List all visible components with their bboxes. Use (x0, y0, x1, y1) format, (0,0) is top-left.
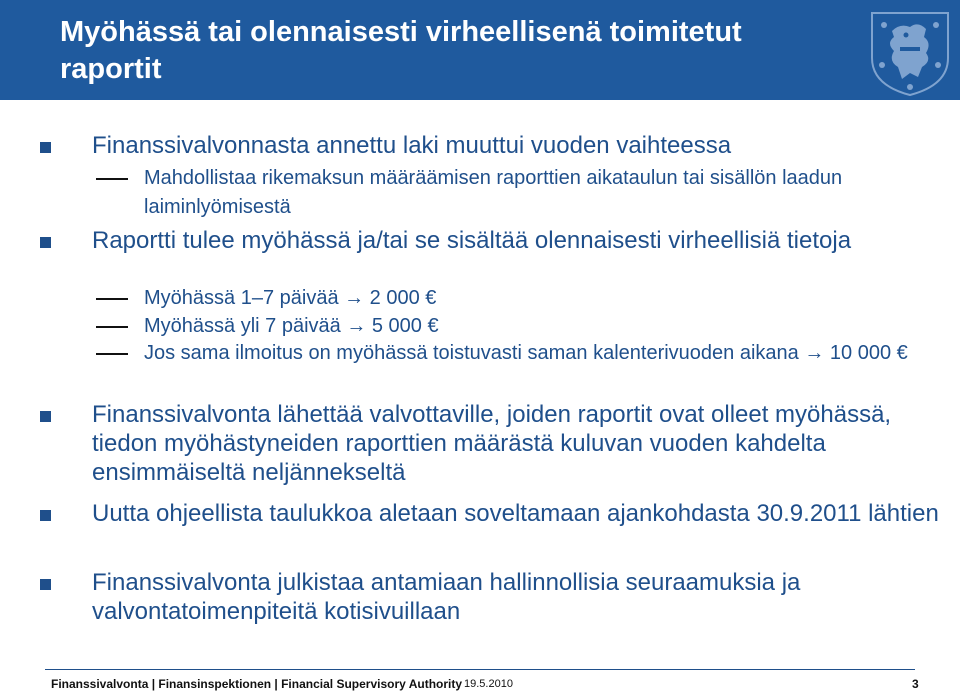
dash-bullet-icon (96, 298, 128, 300)
square-bullet-icon (40, 237, 51, 248)
bullet-text: Raportti tulee myöhässä ja/tai se sisältää olennaisesti virheellisiä tietoja (92, 227, 852, 254)
footer-date: 19.5.2010 (464, 678, 513, 690)
sub-bullet-text: Myöhässä yli 7 päivää → 5 000 € (144, 315, 439, 337)
sub-bullet-item (144, 164, 944, 222)
bullet-item (92, 568, 942, 626)
square-bullet-icon (40, 579, 51, 590)
bullet-item (92, 131, 942, 160)
sub-bullet-text: Myöhässä 1–7 päivää → 2 000 € (144, 287, 437, 309)
dash-bullet-icon (96, 326, 128, 328)
bullet-text: Uutta ohjeellista taulukkoa aletaan soveltamaan ajankohdasta 30.9.2011 lähtien (92, 500, 939, 527)
dash-bullet-icon (96, 353, 128, 355)
bullet-text: Finanssivalvonnasta annettu laki muuttui vuoden vaihteessa (92, 132, 732, 159)
square-bullet-icon (40, 142, 51, 153)
slide-title: Myöhässä tai olennaisesti virheellisenä toimitetut raportit (60, 16, 742, 85)
footer-organization: Finanssivalvonta | Finansinspektionen | Financial Supervisory Authority (51, 677, 463, 691)
square-bullet-icon (40, 411, 51, 422)
page-number: 3 (912, 677, 919, 691)
square-bullet-icon (40, 510, 51, 521)
sub-bullet-item (144, 312, 944, 341)
sub-bullet-item (144, 284, 944, 313)
lion-crest-icon (862, 3, 958, 99)
bullet-item (92, 400, 942, 487)
sub-bullet-text: Mahdollistaa rikemaksun määräämisen raporttien aikataulun tai sisällön laadun laiminlyömisestä (144, 167, 843, 218)
bullet-item (92, 499, 942, 528)
bullet-item (92, 226, 942, 255)
sub-bullet-text: Jos sama ilmoitus on myöhässä toistuvasti saman kalenterivuoden aikana → 10 000 € (144, 342, 908, 364)
title-bar (0, 0, 960, 100)
bullet-text: Finanssivalvonta julkistaa antamiaan hallinnollisia seuraamuksia ja valvontatoimenpiteitä kotisivuillaan (92, 569, 801, 625)
footer-divider (45, 669, 915, 670)
dash-bullet-icon (96, 178, 128, 180)
bullet-text: Finanssivalvonta lähettää valvottaville, joiden raportit ovat olleet myöhässä, tiedon myöhästyneiden raporttien määrästä kuluvan vuoden kahdelta ensimmäiseltä neljännekseltä (92, 401, 892, 486)
sub-bullet-item (144, 339, 944, 368)
